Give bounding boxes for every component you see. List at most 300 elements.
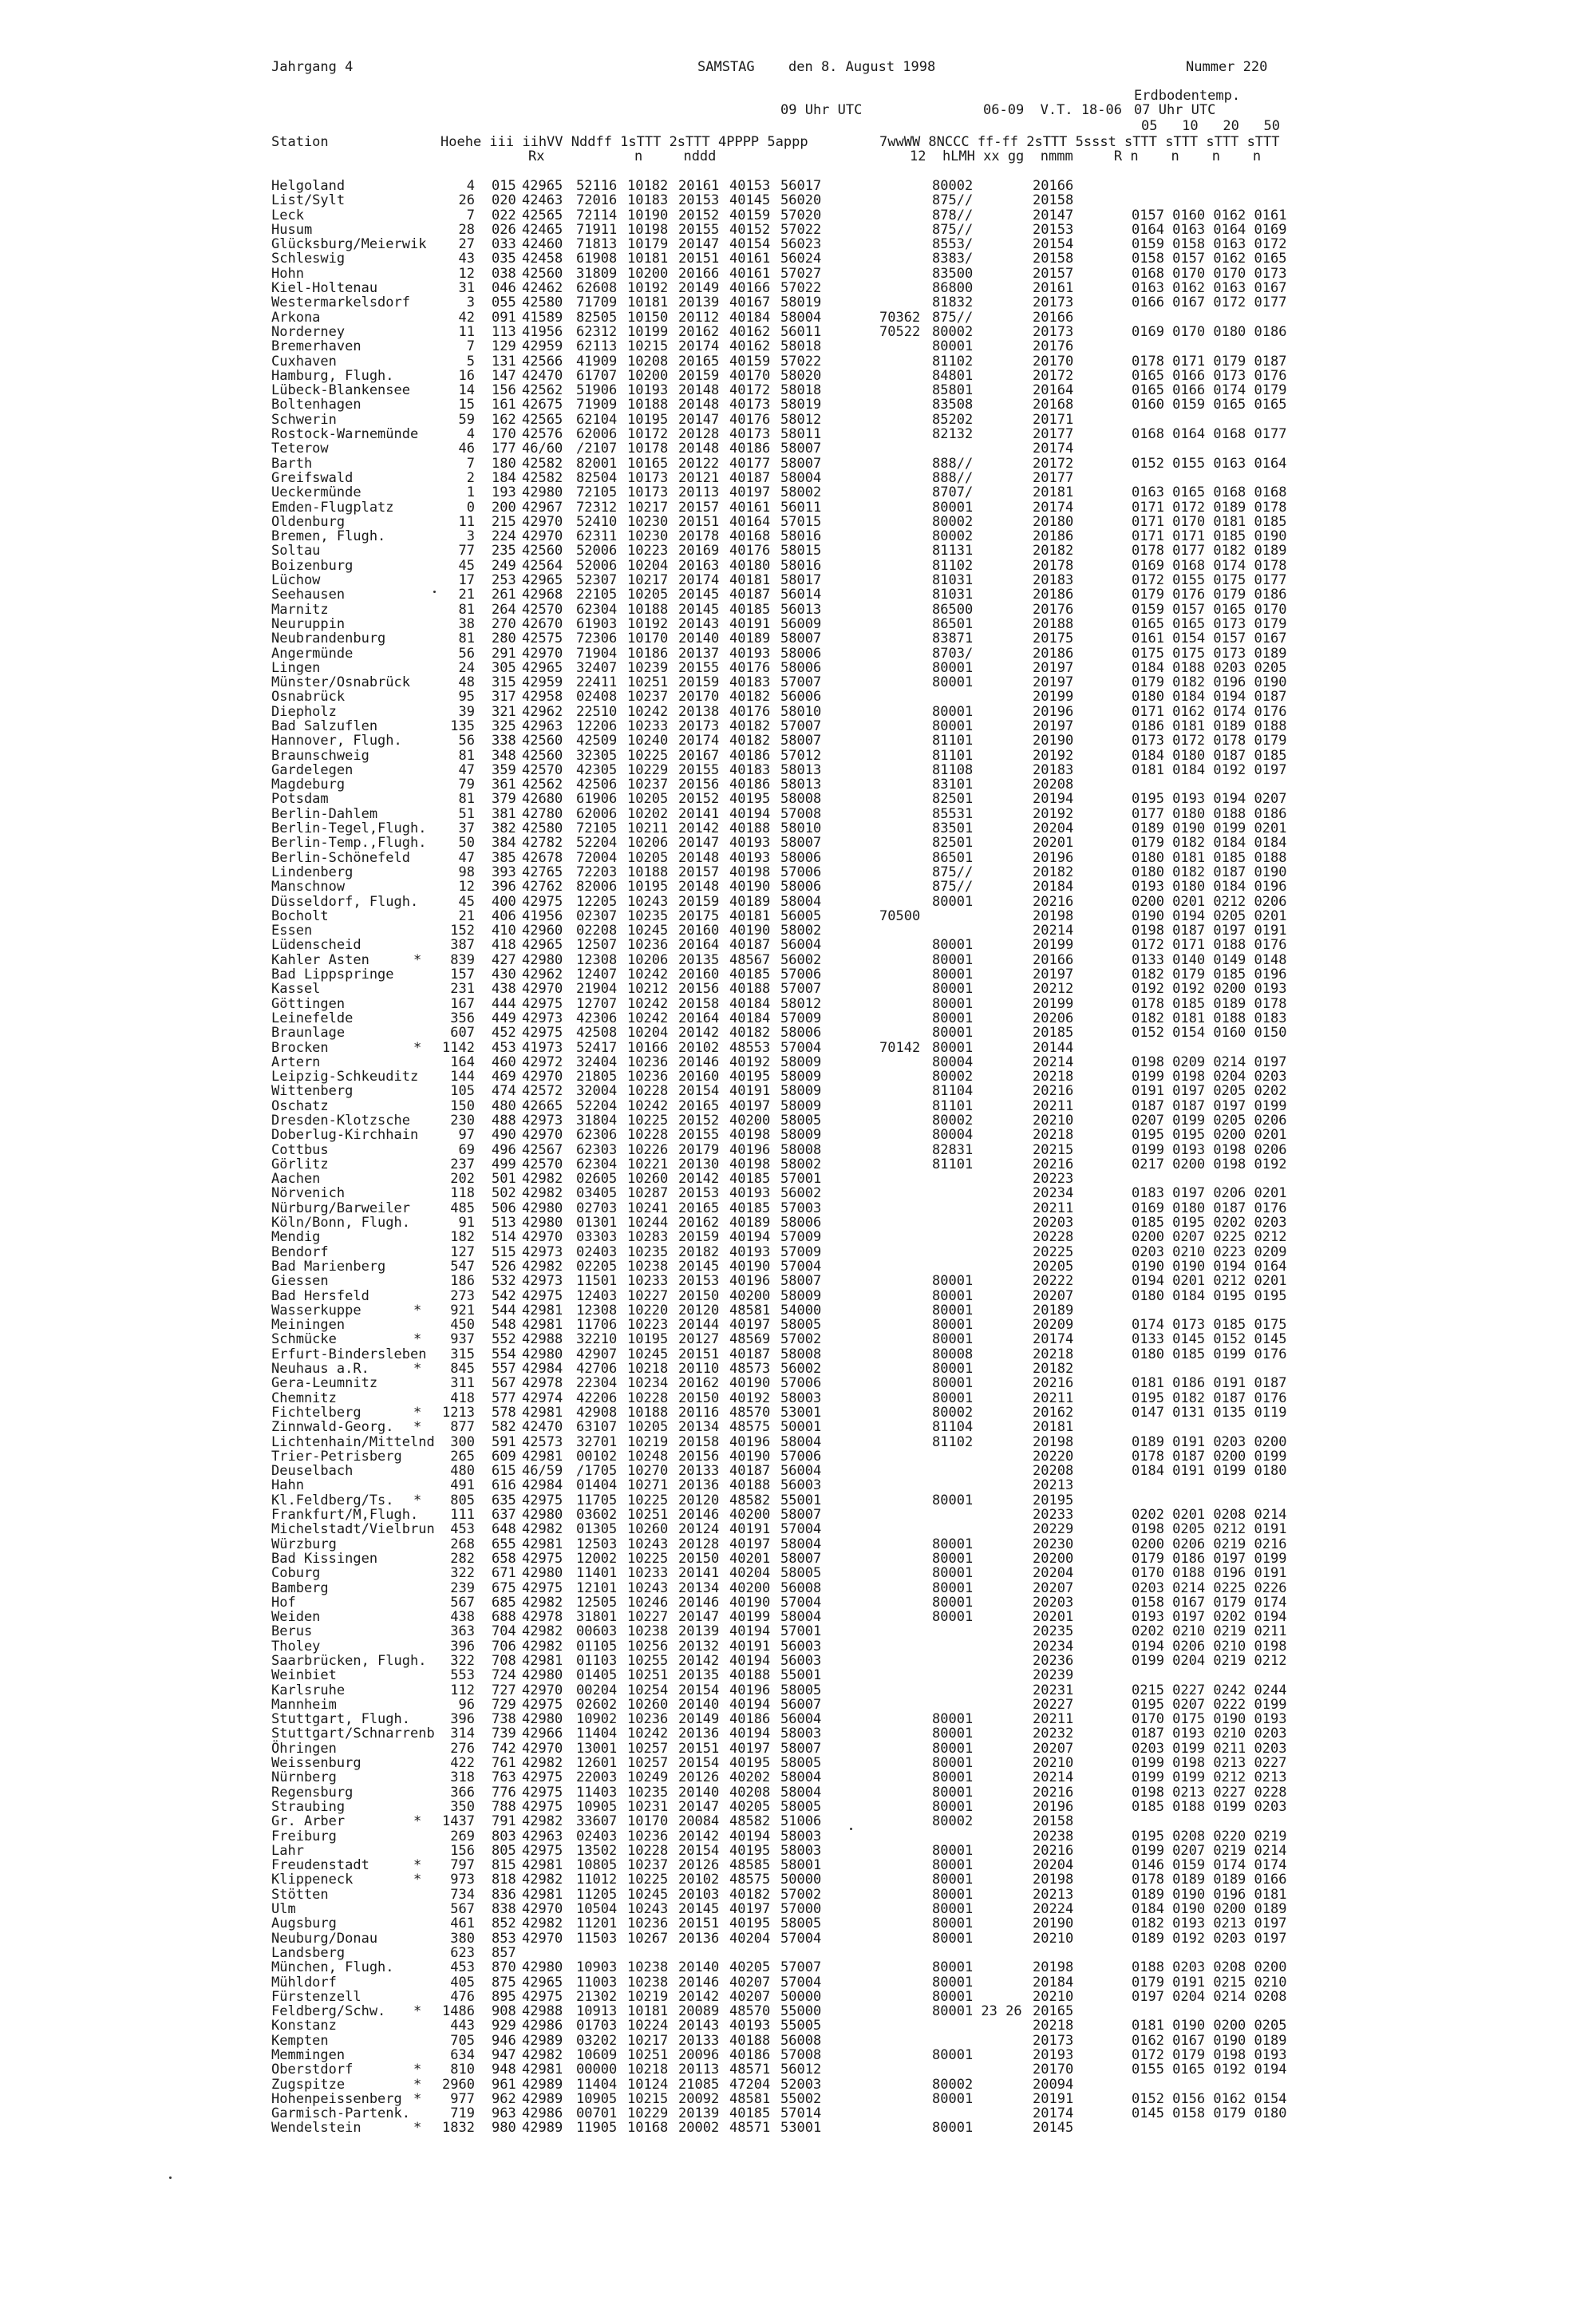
group-2sttt: 20126: [678, 1857, 720, 1874]
station-height: 47: [458, 849, 475, 866]
group-4pppp: 40180: [729, 557, 771, 574]
table-row: [271, 821, 1596, 836]
station-id: 022: [492, 207, 516, 223]
table-row: [271, 1975, 1596, 1990]
group-2sttt: 20143: [678, 2018, 720, 2034]
group-1sttt: 10242: [627, 1726, 669, 1742]
soil-temperatures: 0177 0180 0188 0186: [1132, 805, 1287, 822]
station-name: Westermarkelsdorf: [271, 295, 410, 311]
table-row: [271, 354, 1596, 369]
station-name: Helgoland: [271, 178, 346, 194]
group-2sttt: 20143: [678, 615, 720, 632]
group-2sttt-min: 20186: [1033, 645, 1074, 662]
group-5appp: 58005: [780, 1565, 822, 1582]
group-2sttt: 20158: [678, 995, 720, 1012]
station-name: Fürstenzell: [271, 1988, 361, 2005]
group-8nccc: 83500: [932, 265, 974, 282]
group-2sttt-min: 20094: [1033, 2076, 1074, 2093]
group-nddff: 02408: [576, 689, 618, 706]
group-4pppp: 40177: [729, 455, 771, 472]
station-name: Kiel-Holtenau: [271, 280, 378, 297]
group-4pppp: 40198: [729, 864, 771, 880]
group-8nccc: 83101: [932, 777, 974, 793]
issue-number: Nummer 220: [1186, 59, 1268, 75]
group-1sttt: 10173: [627, 469, 669, 486]
group-8nccc: 81101: [932, 1156, 974, 1172]
group-4pppp: 48569: [729, 1331, 771, 1348]
group-4pppp: 40181: [729, 572, 771, 589]
group-5appp: 57001: [780, 1623, 822, 1640]
group-2sttt: 20146: [678, 1054, 720, 1070]
group-2sttt: 20142: [678, 1171, 720, 1188]
group-1sttt: 10237: [627, 777, 669, 793]
station-name: Nürburg/Barweiler: [271, 1200, 410, 1216]
group-2sttt-min: 20216: [1033, 893, 1074, 910]
group-nddff: 72312: [576, 499, 618, 516]
group-nddff: 42706: [576, 1361, 618, 1378]
station-id: 542: [492, 1287, 516, 1304]
group-2sttt: 20151: [678, 251, 720, 267]
station-id: 548: [492, 1317, 516, 1334]
group-iihvv: 42567: [522, 1141, 563, 1158]
station-name: Braunschweig: [271, 747, 369, 764]
group-8nccc: 80002: [932, 513, 974, 530]
group-nddff: 01405: [576, 1667, 618, 1684]
table-row: [271, 1347, 1596, 1362]
group-4pppp: 40205: [729, 1798, 771, 1815]
group-4pppp: 40207: [729, 1988, 771, 2005]
group-nddff: 42305: [576, 761, 618, 778]
group-4pppp: 40199: [729, 1609, 771, 1626]
group-4pppp: 40188: [729, 1667, 771, 1684]
group-4pppp: 40201: [729, 1550, 771, 1567]
station-height: 156: [450, 1842, 475, 1859]
group-2sttt: 20158: [678, 1433, 720, 1450]
group-iihvv: 42962: [522, 967, 563, 983]
group-iihvv: 42981: [522, 1448, 563, 1465]
station-name: Bad Kissingen: [271, 1550, 378, 1567]
mountain-marker: *: [413, 2090, 422, 2107]
table-row: [271, 251, 1596, 266]
group-iihvv: 42458: [522, 251, 563, 267]
soil-temperatures: 0147 0131 0135 0119: [1132, 1404, 1287, 1421]
station-name: Feldberg/Schw.: [271, 2003, 386, 2020]
station-height: 3: [466, 528, 475, 545]
station-name: Berlin-Tegel,Flugh.: [271, 820, 427, 837]
station-name: Kempten: [271, 2032, 329, 2049]
table-row: [271, 2106, 1596, 2121]
table-row: [271, 413, 1596, 427]
group-4pppp: 48571: [729, 2120, 771, 2137]
group-2sttt-min: 20183: [1033, 572, 1074, 589]
group-5appp: 58003: [780, 1842, 822, 1859]
station-height: 453: [450, 1521, 475, 1538]
station-id: 791: [492, 1813, 516, 1830]
group-2sttt: 20146: [678, 1594, 720, 1611]
group-1sttt: 10124: [627, 2076, 669, 2093]
table-row: [271, 1157, 1596, 1172]
station-id: 980: [492, 2120, 516, 2137]
table-row: [271, 2034, 1596, 2048]
station-name: Diepholz: [271, 703, 337, 720]
station-id: 815: [492, 1857, 516, 1874]
station-id: 805: [492, 1842, 516, 1859]
group-2sttt-min: 20158: [1033, 1813, 1074, 1830]
group-2sttt-min: 20199: [1033, 689, 1074, 706]
group-4pppp: 40208: [729, 1784, 771, 1801]
station-height: 11: [458, 513, 475, 530]
soil-temperatures: 0161 0154 0157 0167: [1132, 631, 1287, 647]
group-2sttt-min: 20193: [1033, 2047, 1074, 2063]
station-name: Angermünde: [271, 645, 354, 662]
station-id: 261: [492, 587, 516, 603]
station-height: 282: [450, 1550, 475, 1567]
table-row: [271, 427, 1596, 441]
group-4pppp: 40184: [729, 1010, 771, 1026]
soil-temperatures: 0202 0210 0219 0211: [1132, 1623, 1287, 1640]
station-height: 26: [458, 192, 475, 209]
group-5appp: 58010: [780, 820, 822, 837]
station-height: 239: [450, 1579, 475, 1596]
group-8nccc: 80002: [932, 178, 974, 194]
group-5appp: 58006: [780, 1025, 822, 1042]
group-iihvv: 42981: [522, 1886, 563, 1903]
soil-temperatures: 0195 0207 0222 0199: [1132, 1696, 1287, 1713]
group-1sttt: 10254: [627, 1682, 669, 1698]
group-iihvv: 42982: [522, 1755, 563, 1772]
station-id: 180: [492, 455, 516, 472]
group-2sttt-min: 20199: [1033, 995, 1074, 1012]
group-4pppp: 40186: [729, 777, 771, 793]
group-2sttt-min: 20228: [1033, 1229, 1074, 1246]
group-4pppp: 40191: [729, 1638, 771, 1655]
mountain-marker: *: [413, 951, 422, 968]
station-height: 396: [450, 1711, 475, 1728]
station-height: 1486: [442, 2003, 475, 2020]
group-8nccc: 888//: [932, 469, 974, 486]
station-height: 38: [458, 615, 475, 632]
table-row: [271, 1712, 1596, 1726]
group-4pppp: 40166: [729, 280, 771, 297]
soil-temperatures: 0178 0187 0200 0199: [1132, 1448, 1287, 1465]
group-8nccc: 80001: [932, 1550, 974, 1567]
group-5appp: 57008: [780, 2047, 822, 2063]
group-2sttt-min: 20204: [1033, 1857, 1074, 1874]
group-8nccc: 80001: [932, 1609, 974, 1626]
station-name: Osnabrück: [271, 689, 346, 706]
station-id: 382: [492, 820, 516, 837]
group-5appp: 56007: [780, 1696, 822, 1713]
group-nddff: 02205: [576, 1258, 618, 1275]
group-2sttt-min: 20170: [1033, 2062, 1074, 2078]
group-4pppp: 40164: [729, 513, 771, 530]
group-4pppp: 40200: [729, 1287, 771, 1304]
table-row: [271, 1289, 1596, 1303]
station-id: 359: [492, 761, 516, 778]
group-nddff: 12002: [576, 1550, 618, 1567]
group-2sttt: 20002: [678, 2120, 720, 2137]
group-8nccc: 875//: [932, 879, 974, 895]
group-nddff: 52006: [576, 543, 618, 559]
group-iihvv: 42980: [522, 484, 563, 501]
group-2sttt: 20134: [678, 1419, 720, 1436]
group-nddff: 42509: [576, 733, 618, 749]
table-row: [271, 325, 1596, 339]
soil-time-heading: 07 Uhr UTC: [1134, 102, 1216, 118]
group-nddff: 13502: [576, 1842, 618, 1859]
group-iihvv: 42564: [522, 557, 563, 574]
group-4pppp: 40159: [729, 207, 771, 223]
group-2sttt-min: 20145: [1033, 2120, 1074, 2137]
group-nddff: 02403: [576, 1828, 618, 1844]
soil-temperatures: 0152 0156 0162 0154: [1132, 2090, 1287, 2107]
station-id: 480: [492, 1097, 516, 1114]
group-2sttt-min: 20181: [1033, 484, 1074, 501]
group-2sttt-min: 20186: [1033, 587, 1074, 603]
station-name: Magdeburg: [271, 777, 346, 793]
group-5appp: 56008: [780, 1579, 822, 1596]
group-2sttt-min: 20197: [1033, 674, 1074, 691]
group-2sttt: 20165: [678, 1200, 720, 1216]
station-id: 396: [492, 879, 516, 895]
group-4pppp: 40184: [729, 309, 771, 326]
table-row: [271, 267, 1596, 281]
station-id: 946: [492, 2032, 516, 2049]
group-1sttt: 10242: [627, 967, 669, 983]
group-8nccc: 85202: [932, 411, 974, 428]
group-2sttt: 20159: [678, 367, 720, 384]
group-nddff: 00000: [576, 2062, 618, 2078]
station-height: 1: [466, 484, 475, 501]
group-iihvv: 42470: [522, 367, 563, 384]
table-row: [271, 1230, 1596, 1244]
group-iihvv: 42970: [522, 1127, 563, 1144]
group-iihvv: 42982: [522, 1185, 563, 1202]
group-5appp: 58013: [780, 761, 822, 778]
station-id: 948: [492, 2062, 516, 2078]
station-height: 69: [458, 1141, 475, 1158]
group-8nccc: 80001: [932, 1579, 974, 1596]
group-5appp: 58016: [780, 557, 822, 574]
group-5appp: 57004: [780, 1521, 822, 1538]
station-height: 230: [450, 1113, 475, 1129]
station-id: 852: [492, 1916, 516, 1932]
station-name: Husum: [271, 221, 313, 238]
group-4pppp: 40181: [729, 907, 771, 924]
group-8nccc: 80001: [932, 937, 974, 954]
station-height: 805: [450, 1492, 475, 1508]
station-height: 276: [450, 1740, 475, 1757]
scan-speck: [169, 2176, 172, 2179]
group-1sttt: 10192: [627, 615, 669, 632]
soil-temperatures: 0155 0165 0192 0194: [1132, 2062, 1287, 2078]
group-4pppp: 40161: [729, 251, 771, 267]
group-2sttt: 20154: [678, 1842, 720, 1859]
table-row: [271, 646, 1596, 661]
soil-temperatures: 0191 0197 0205 0202: [1132, 1083, 1287, 1100]
group-nddff: 01703: [576, 2018, 618, 2034]
group-2sttt: 20178: [678, 528, 720, 545]
table-row: [271, 1916, 1596, 1931]
group-4pppp: 40193: [729, 835, 771, 852]
group-1sttt: 10236: [627, 1711, 669, 1728]
group-iihvv: 42981: [522, 1302, 563, 1319]
group-iihvv: 42970: [522, 528, 563, 545]
group-2sttt-min: 20233: [1033, 1507, 1074, 1524]
soil-temperatures: 0171 0170 0181 0185: [1132, 513, 1287, 530]
group-1sttt: 10249: [627, 1769, 669, 1786]
group-5appp: 56011: [780, 323, 822, 340]
station-id: 406: [492, 907, 516, 924]
group-8nccc: 80001: [932, 2047, 974, 2063]
group-1sttt: 10240: [627, 733, 669, 749]
group-nddff: 42306: [576, 1010, 618, 1026]
group-2sttt: 20150: [678, 1287, 720, 1304]
station-id: 325: [492, 718, 516, 734]
table-row: [271, 223, 1596, 237]
table-row: [271, 836, 1596, 850]
table-row: [271, 705, 1596, 719]
group-2sttt: 20150: [678, 1390, 720, 1406]
group-1sttt: 10195: [627, 1331, 669, 1348]
group-8nccc: 80001: [932, 1331, 974, 1348]
group-2sttt-min: 20204: [1033, 820, 1074, 837]
group-2sttt-min: 20218: [1033, 1346, 1074, 1362]
group-1sttt: 10241: [627, 1200, 669, 1216]
station-name: Würzburg: [271, 1536, 337, 1552]
group-iihvv: 42981: [522, 2062, 563, 2078]
group-4pppp: 40195: [729, 1916, 771, 1932]
station-id: 215: [492, 513, 516, 530]
group-1sttt: 10236: [627, 1069, 669, 1085]
group-nddff: 21904: [576, 981, 618, 998]
station-id: 502: [492, 1185, 516, 1202]
group-2sttt-min: 20174: [1033, 441, 1074, 457]
mountain-marker: *: [413, 1039, 422, 1056]
station-height: 164: [450, 1054, 475, 1070]
group-1sttt: 10287: [627, 1185, 669, 1202]
group-5appp: 57022: [780, 353, 822, 370]
group-5appp: 57006: [780, 1448, 822, 1465]
group-4pppp: 48581: [729, 2090, 771, 2107]
table-row: [271, 237, 1596, 251]
group-4pppp: 40176: [729, 703, 771, 720]
group-2sttt-min: 20154: [1033, 236, 1074, 253]
group-4pppp: 40195: [729, 1842, 771, 1859]
group-nddff: 22411: [576, 674, 618, 691]
table-row: [271, 1639, 1596, 1654]
station-name: Münster/Osnabrück: [271, 674, 410, 691]
group-2sttt-min: 20198: [1033, 1872, 1074, 1888]
group-2sttt: 20163: [678, 557, 720, 574]
group-iihvv: 42970: [522, 1682, 563, 1698]
station-name: Gardelegen: [271, 761, 354, 778]
station-height: 47: [458, 761, 475, 778]
group-iihvv: 42989: [522, 2120, 563, 2137]
station-height: 810: [450, 2062, 475, 2078]
group-7wwww: 70500: [879, 907, 921, 924]
station-height: 553: [450, 1667, 475, 1684]
station-column-heading: Station: [271, 134, 329, 150]
code-subheading: Rx n nddd: [528, 148, 717, 164]
soil-temperatures: 0185 0195 0202 0203: [1132, 1215, 1287, 1232]
group-2sttt: 20120: [678, 1302, 720, 1319]
group-2sttt: 20175: [678, 907, 720, 924]
group-iihvv: 42965: [522, 659, 563, 676]
group-8nccc: 81108: [932, 761, 974, 778]
group-iihvv: 42982: [522, 1623, 563, 1640]
group-8nccc: 81101: [932, 733, 974, 749]
group-2sttt: 20140: [678, 1696, 720, 1713]
group-2sttt: 20151: [678, 513, 720, 530]
station-height: 396: [450, 1638, 475, 1655]
group-nddff: 22105: [576, 587, 618, 603]
soil-temperatures: 0179 0182 0196 0190: [1132, 674, 1287, 691]
group-iihvv: 42562: [522, 777, 563, 793]
group-iihvv: 42975: [522, 1579, 563, 1596]
group-5appp: 56005: [780, 907, 822, 924]
group-nddff: 72203: [576, 864, 618, 880]
group-5appp: 56012: [780, 2062, 822, 2078]
group-iihvv: 42670: [522, 615, 563, 632]
station-id: 161: [492, 397, 516, 413]
group-2sttt-min: 20158: [1033, 251, 1074, 267]
station-name: Straubing: [271, 1798, 346, 1815]
group-5appp: 58002: [780, 923, 822, 939]
table-row: [271, 1814, 1596, 1829]
group-iihvv: 42984: [522, 1361, 563, 1378]
group-1sttt: 10242: [627, 1010, 669, 1026]
group-2sttt: 20133: [678, 1463, 720, 1480]
group-4pppp: 40200: [729, 1113, 771, 1129]
group-4pppp: 40197: [729, 1740, 771, 1757]
group-2sttt: 20147: [678, 835, 720, 852]
group-2sttt: 20174: [678, 572, 720, 589]
group-2sttt-min: 20232: [1033, 1726, 1074, 1742]
group-nddff: 71709: [576, 295, 618, 311]
group-nddff: 62303: [576, 1141, 618, 1158]
station-height: 845: [450, 1361, 475, 1378]
group-4pppp: 40204: [729, 1930, 771, 1947]
station-height: 734: [450, 1886, 475, 1903]
group-4pppp: 40197: [729, 1901, 771, 1918]
soil-temperatures: 0217 0200 0198 0192: [1132, 1156, 1287, 1172]
group-5appp: 58020: [780, 367, 822, 384]
group-5appp: 58004: [780, 1769, 822, 1786]
group-5appp: 58008: [780, 1141, 822, 1158]
group-8nccc: 80001: [932, 1565, 974, 1582]
station-name: Weissenburg: [271, 1755, 361, 1772]
group-iihvv: 42982: [522, 1594, 563, 1611]
group-4pppp: 40190: [729, 923, 771, 939]
group-4pppp: 40186: [729, 441, 771, 457]
group-2sttt-min: 20227: [1033, 1696, 1074, 1713]
group-2sttt: 20128: [678, 426, 720, 443]
group-2sttt-min: 20158: [1033, 192, 1074, 209]
station-name: Hamburg, Flugh.: [271, 367, 394, 384]
group-2sttt: 20152: [678, 207, 720, 223]
group-2sttt-min: 20225: [1033, 1243, 1074, 1260]
group-5appp: 50000: [780, 1872, 822, 1888]
station-id: 526: [492, 1258, 516, 1275]
group-7wwww: 70142: [879, 1039, 921, 1056]
group-nddff: 42508: [576, 1025, 618, 1042]
group-1sttt: 10188: [627, 1404, 669, 1421]
station-id: 091: [492, 309, 516, 326]
group-iihvv: 42984: [522, 1477, 563, 1494]
group-1sttt: 10217: [627, 499, 669, 516]
group-1sttt: 10245: [627, 1346, 669, 1362]
